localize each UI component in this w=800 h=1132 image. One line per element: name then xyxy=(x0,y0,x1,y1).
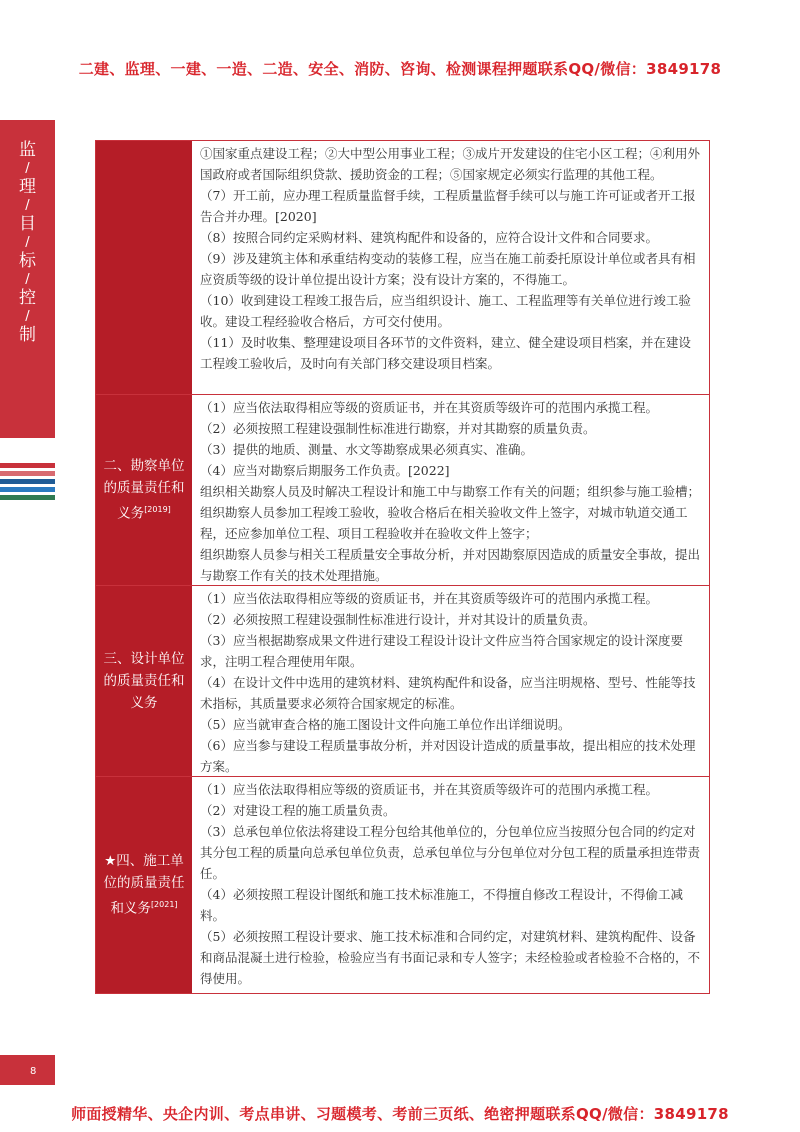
paragraph: （1）应当依法取得相应等级的资质证书，并在其资质等级许可的范围内承揽工程。 xyxy=(200,400,658,415)
row-content xyxy=(192,141,709,394)
stripe xyxy=(0,479,55,484)
label-line: 和义务[2021] xyxy=(110,900,178,917)
paragraph: （1）应当依法取得相应等级的资质证书，并在其资质等级许可的范围内承揽工程。 xyxy=(200,591,658,606)
paragraph xyxy=(200,290,703,332)
table-row xyxy=(96,141,709,394)
paragraph: （1）应当依法取得相应等级的资质证书，并在其资质等级许可的范围内承揽工程。 xyxy=(200,782,658,797)
label-line: 位的质量责任 xyxy=(103,875,185,892)
paragraph: （5）必须按照工程设计要求、施工技术标准和合同约定，对建筑材料、建筑构配件、设备和商品混凝土进行检验，检验应当有书面记录和专人签字；未经检验或者检验不合格的，不得使用。 xyxy=(200,929,701,986)
side-char: 理 xyxy=(19,177,36,197)
top-banner: 二建、监理、一建、一造、二造、安全、消防、咨询、检测课程押题联系QQ/微信：3849178 xyxy=(78,60,722,78)
paragraph xyxy=(200,248,703,290)
label-line: 的质量责任和 xyxy=(103,480,185,497)
label-line: ★四、施工单 xyxy=(104,853,184,870)
paragraph: （4）必须按照工程设计图纸和施工技术标准施工，不得擅自修改工程设计，不得偷工减料。 xyxy=(200,887,683,923)
side-sep: / xyxy=(25,161,30,176)
year-tag: [2019] xyxy=(144,505,171,515)
paragraph: （5）应当就审查合格的施工图设计文件向施工单位作出详细说明。 xyxy=(200,717,571,732)
side-sep: / xyxy=(25,198,30,213)
text: （10）收到建设工程竣工报告后，应当组织设计、施工、工程监理等有关单位进行竣工验收。建设工程经验收合格后，方可交付使用。 xyxy=(200,293,691,329)
table-row xyxy=(96,394,709,585)
paragraph: （4）在设计文件中选用的建筑材料、建筑构配件和设备，应当注明规格、型号、性能等技术指标，其质量要求必须符合国家规定的标准。 xyxy=(200,675,696,711)
row-label xyxy=(96,586,192,776)
row-content xyxy=(192,586,709,776)
paragraph xyxy=(200,227,703,248)
table-row xyxy=(96,776,709,993)
stripe xyxy=(0,463,55,468)
decorative-stripes xyxy=(0,463,55,503)
side-char: 监 xyxy=(19,140,36,160)
side-sep: / xyxy=(25,235,30,250)
paragraph xyxy=(200,332,703,374)
stripe xyxy=(0,495,55,500)
row-content xyxy=(192,777,709,993)
page-number: 8 xyxy=(30,1066,37,1077)
paragraph: （3）应当根据勘察成果文件进行建设工程设计设计文件应当符合国家规定的设计深度要求，注明工程合理使用年限。 xyxy=(200,633,683,669)
row-content xyxy=(192,395,709,585)
label-line: 义务 xyxy=(130,695,158,711)
paragraph: （2）必须按照工程建设强制性标准进行勘察，并对其勘察的质量负责。 xyxy=(200,421,596,436)
paragraph: （3）总承包单位依法将建设工程分包给其他单位的，分包单位应当按照分包合同的约定对其分包工程的质量向总承包单位负责，总承包单位与分包单位对分包工程的质量承担连带责任。 xyxy=(200,824,701,881)
stripe xyxy=(0,471,55,476)
paragraph: （4）应当对勘察后期服务工作负责。[2022] xyxy=(200,463,450,478)
paragraph: 组织相关勘察人员及时解决工程设计和施工中与勘察工作有关的问题；组织参与施工验槽；组织勘察人员参加工程竣工验收，验收合格后在相关验收文件上签字，对城市轨道交通工程，还应参加单位工程、项目工程验收并在验收文件上签字； xyxy=(200,484,701,541)
row-label xyxy=(96,141,192,394)
responsibility-table xyxy=(95,140,710,994)
side-sep: / xyxy=(25,309,30,324)
paragraph xyxy=(200,185,703,227)
text: ①国家重点建设工程；②大中型公用事业工程；③成片开发建设的住宅小区工程；④利用外国政府或者国际组织贷款、援助资金的工程；⑤国家规定必须实行监理的其他工程。 xyxy=(200,146,701,182)
stripe xyxy=(0,487,55,492)
text: （8）按照合同约定采购材料、建筑构配件和设备的，应符合设计文件和合同要求。 xyxy=(200,230,658,245)
label-line: 三、设计单位 xyxy=(103,651,185,667)
text: （9）涉及建筑主体和承重结构变动的装修工程，应当在施工前委托原设计单位或者具有相应资质等级的设计单位提出设计方案；没有设计方案的，不得施工。 xyxy=(200,251,696,287)
text: （11）及时收集、整理建设项目各环节的文件资料，建立、健全建设项目档案，并在建设工程竣工验收后，及时向有关部门移交建设项目档案。 xyxy=(200,335,691,371)
paragraph: （2）对建设工程的施工质量负责。 xyxy=(200,803,396,818)
row-label xyxy=(96,777,192,993)
text: （7）开工前，应办理工程质量监督手续，工程质量监督手续可以与施工许可证或者开工报告合并办理。[2020] xyxy=(200,188,696,224)
side-char: 标 xyxy=(19,251,36,271)
label-line: 义务[2019] xyxy=(117,505,171,522)
side-char: 制 xyxy=(19,325,36,345)
side-char: 控 xyxy=(19,288,36,308)
side-char: 目 xyxy=(19,214,36,234)
table-row xyxy=(96,585,709,776)
paragraph: （2）必须按照工程建设强制性标准进行设计，并对其设计的质量负责。 xyxy=(200,612,596,627)
label-line: 的质量责任和 xyxy=(103,673,185,689)
bottom-banner: 师面授精华、央企内训、考点串讲、习题模考、考前三页纸、绝密押题联系QQ/微信：3849178 xyxy=(71,1105,729,1123)
paragraph xyxy=(200,143,703,185)
year-tag: [2021] xyxy=(150,900,178,910)
paragraph: （6）应当参与建设工程质量事故分析，并对因设计造成的质量事故，提出相应的技术处理方案。 xyxy=(200,738,696,774)
label-line: 二、勘察单位 xyxy=(103,458,185,475)
row-label xyxy=(96,395,192,585)
paragraph: 组织勘察人员参与相关工程质量安全事故分析，并对因勘察原因造成的质量安全事故，提出与勘察工作有关的技术处理措施。 xyxy=(200,547,701,583)
page-number-box xyxy=(0,1055,55,1085)
side-sep: / xyxy=(25,272,30,287)
paragraph: （3）提供的地质、测量、水文等勘察成果必须真实、准确。 xyxy=(200,442,533,457)
side-chapter-title xyxy=(0,140,55,346)
